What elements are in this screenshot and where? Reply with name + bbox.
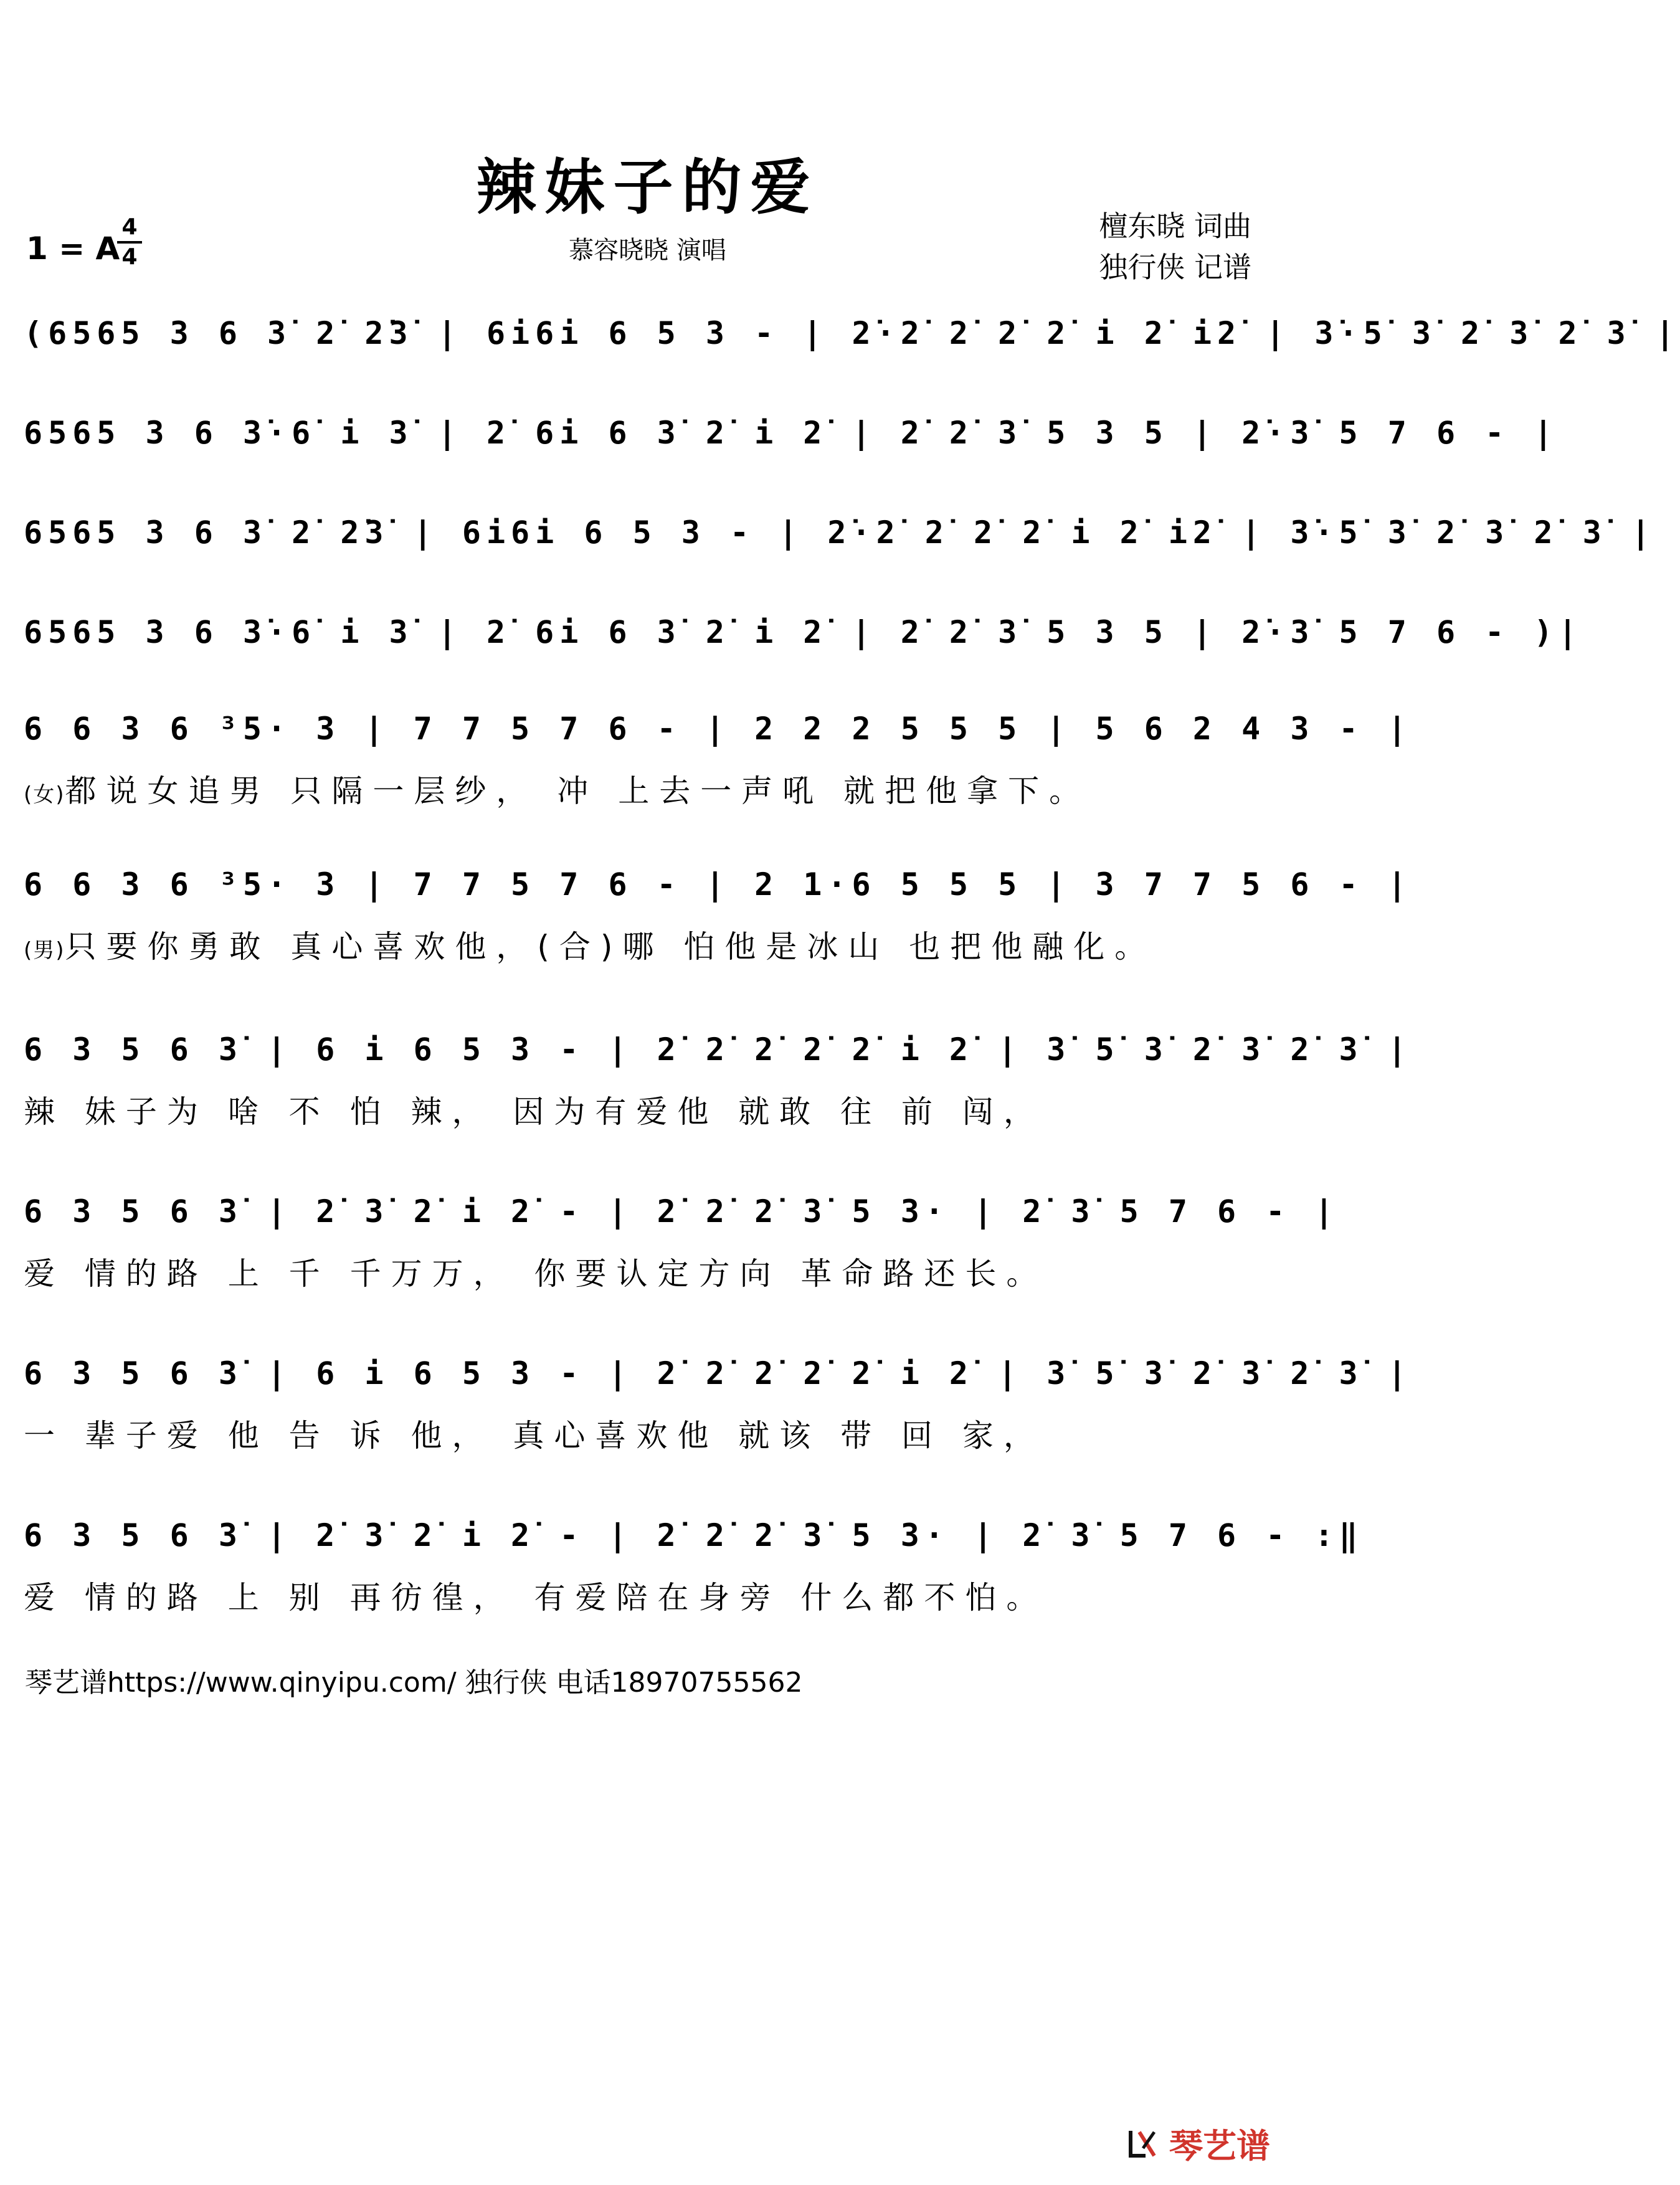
notation-line: 6 3 5 6 3̇ | 6 i 6 5 3 - | 2̇ 2̇ 2̇ 2̇ 2̇ i 2̇ | 3̇ 5̇ 3̇ 2̇ 3̇ 2̇ 3̇ | — [24, 1031, 1412, 1068]
notation-line: 6565 3 6 3̇·6̇ i 3̇ | 2̇ 6i 6 3̇ 2̇ i 2̇ | 2̇ 2̇ 3̇ 5 3 5 | 2̇·3̇ 5 7 6 - )| — [24, 614, 1583, 650]
staff-row — [24, 707, 1412, 809]
logo-text: 琴艺谱 — [1169, 2126, 1270, 2166]
meter-top: 4 — [121, 214, 138, 240]
lyric-text: 只要你勇敢 真心喜欢他，(合)哪 怕他是冰山 也把他融化。 — [65, 929, 1156, 965]
key-signature: 1 = A — [26, 230, 120, 267]
staff-row — [24, 511, 1656, 585]
notation-line: 6565 3 6 3̇·6̇ i 3̇ | 2̇ 6i 6 3̇ 2̇ i 2̇ | 2̇ 2̇ 3̇ 5 3 5 | 2̇·3̇ 5 7 6 - | — [24, 415, 1559, 451]
transcriber: 独行侠 记谱 — [1099, 250, 1251, 284]
staff-row — [24, 1514, 1364, 1616]
lyric-line: 爱 情的路 上 千 千万万， 你要认定方向 革命路还长。 — [24, 1256, 1048, 1292]
staff-row — [24, 1028, 1412, 1130]
singer-credit: 慕容晓晓 演唱 — [569, 236, 726, 265]
site-logo — [1127, 2120, 1270, 2168]
staff-row — [24, 610, 1583, 685]
lyric-line — [24, 769, 1090, 817]
lyric-line: 一 辈子爱 他 告 诉 他， 真心喜欢他 就该 带 回 家， — [24, 1418, 1045, 1454]
staff-row — [24, 863, 1412, 965]
lyric-text: 都说女追男 只隔一层纱， 冲 上去一声吼 就把他拿下。 — [65, 773, 1091, 809]
notation-line: 6 3 5 6 3̇ | 2̇ 3̇ 2̇ i 2̇ - | 2̇ 2̇ 2̇ 3̇ 5 3· | 2̇ 3̇ 5 7 6 - | — [24, 1193, 1339, 1230]
notation-line: 6 3 5 6 3̇ | 6 i 6 5 3 - | 2̇ 2̇ 2̇ 2̇ 2̇ i 2̇ | 3̇ 5̇ 3̇ 2̇ 3̇ 2̇ 3̇ | — [24, 1355, 1412, 1391]
staff-row — [24, 1190, 1339, 1292]
credits — [1099, 206, 1251, 288]
lyric-line — [24, 925, 1156, 972]
staff-row — [24, 1352, 1412, 1454]
lyricist-composer: 檀东晓 词曲 — [1099, 209, 1251, 243]
notation-line: (6565 3 6 3̇ 2̇ 2̇3̇ | 6i6i 6 5 3 - | 2̇·2̇ 2̇ 2̇ 2̇ i 2̇ i2̇ | 3̇·5̇ 3̇ 2̇ 3̇ 2̇ 3̇ | — [24, 315, 1680, 351]
vocal-part: (女) — [24, 782, 65, 807]
staff-row — [24, 411, 1559, 486]
notation-line: 6 6 3 6 ³5· 3 | 7 7 5 7 6 - | 2 2 2 5 5 5 | 5 6 2 4 3 - | — [24, 711, 1412, 747]
page-title: 辣妹子的爱 — [476, 152, 819, 222]
staff-row — [24, 311, 1680, 386]
notation-line: 6565 3 6 3̇ 2̇ 2̇3̇ | 6i6i 6 5 3 - | 2̇·2̇ 2̇ 2̇ 2̇ i 2̇ i2̇ | 3̇·5̇ 3̇ 2̇ 3̇ 2̇ 3̇ | — [24, 514, 1656, 551]
notation-line: 6 6 3 6 ³5· 3 | 7 7 5 7 6 - | 2 1·6 5 5 5 | 3 7 7 5 6 - | — [24, 866, 1412, 903]
meter-bottom: 4 — [121, 244, 138, 270]
footer-link[interactable]: 琴艺谱https://www.qinyipu.com/ 独行侠 电话18970755562 — [25, 1667, 803, 1699]
lyric-line: 爱 情的路 上 别 再彷徨， 有爱陪在身旁 什么都不怕。 — [24, 1580, 1048, 1616]
vocal-part: (男) — [24, 938, 65, 963]
notation-line: 6 3 5 6 3̇ | 2̇ 3̇ 2̇ i 2̇ - | 2̇ 2̇ 2̇ 3̇ 5 3· | 2̇ 3̇ 5 7 6 - :‖ — [24, 1517, 1364, 1553]
meter-bar — [117, 241, 142, 244]
lyric-line: 辣 妹子为 啥 不 怕 辣， 因为有爱他 就敢 往 前 闯， — [24, 1094, 1045, 1130]
logo-icon — [1127, 2126, 1163, 2162]
time-signature — [117, 215, 142, 270]
